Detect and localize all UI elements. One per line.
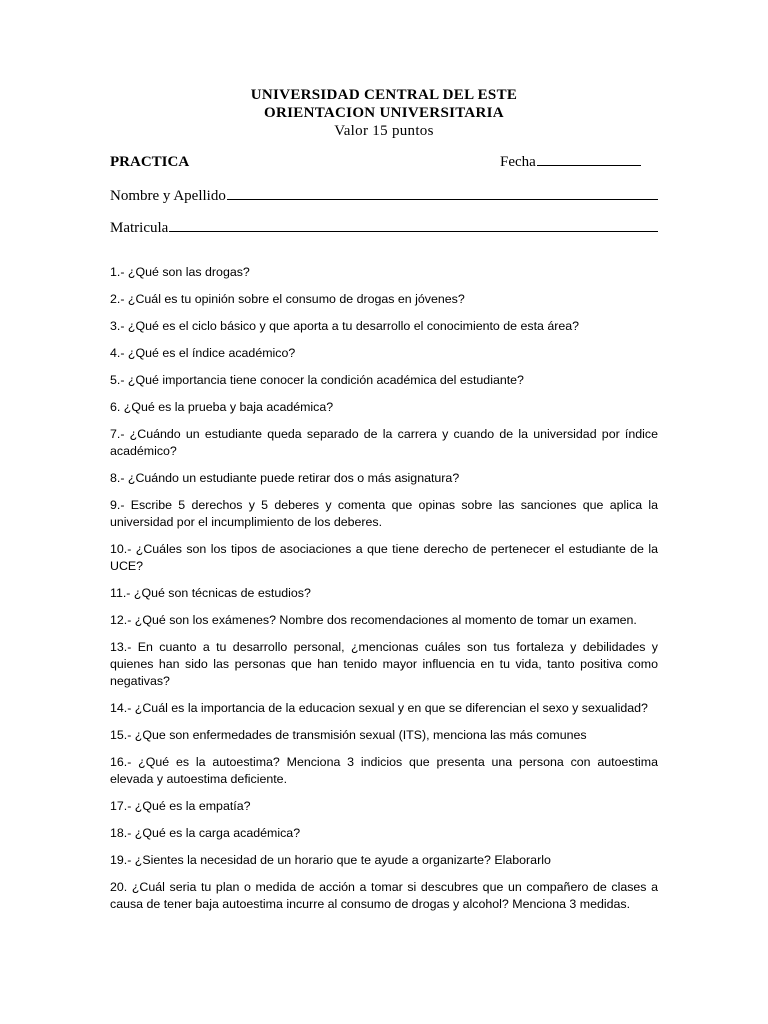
department-title: ORIENTACION UNIVERSITARIA bbox=[264, 105, 504, 121]
practica-label: PRACTICA bbox=[110, 154, 190, 170]
date-field bbox=[500, 154, 641, 171]
question-item: 13.- En cuanto a tu desarrollo personal, ¿mencionas cuáles son tus fortaleza y debilidades y quienes han sido las personas que han tenido mayor influencia en tu vida, tanto positiva como negativas? bbox=[110, 640, 658, 688]
name-field bbox=[110, 188, 658, 205]
question-item: 6. ¿Qué es la prueba y baja académica? bbox=[110, 400, 334, 414]
question-item: 8.- ¿Cuándo un estudiante puede retirar dos o más asignatura? bbox=[110, 471, 460, 485]
matricula-label: Matricula bbox=[110, 220, 169, 236]
question-item: 7.- ¿Cuándo un estudiante queda separado de la carrera y cuando de la universidad por índice académico? bbox=[110, 427, 658, 458]
question-item: 18.- ¿Qué es la carga académica? bbox=[110, 826, 301, 840]
university-title: UNIVERSIDAD CENTRAL DEL ESTE bbox=[250, 87, 518, 103]
points-value: Valor 15 puntos bbox=[334, 123, 434, 139]
document-header bbox=[0, 86, 768, 140]
date-label: Fecha bbox=[500, 154, 536, 170]
question-item: 19.- ¿Sientes la necesidad de un horario que te ayude a organizarte? Elaborarlo bbox=[110, 853, 551, 867]
question-item: 9.- Escribe 5 derechos y 5 deberes y comenta que opinas sobre las sanciones que aplica la universidad por el incumplimiento de los deberes. bbox=[110, 498, 658, 529]
question-item: 5.- ¿Qué importancia tiene conocer la condición académica del estudiante? bbox=[110, 373, 524, 387]
name-label: Nombre y Apellido bbox=[110, 188, 226, 204]
question-item: 3.- ¿Qué es el ciclo básico y que aporta a tu desarrollo el conocimiento de esta área? bbox=[110, 319, 580, 333]
question-item: 12.- ¿Qué son los exámenes? Nombre dos recomendaciones al momento de tomar un examen. bbox=[110, 613, 637, 627]
question-item: 11.- ¿Qué son técnicas de estudios? bbox=[110, 586, 311, 600]
question-item: 2.- ¿Cuál es tu opinión sobre el consumo de drogas en jóvenes? bbox=[110, 292, 465, 306]
question-item: 17.- ¿Qué es la empatía? bbox=[110, 799, 251, 813]
question-item: 15.- ¿Que son enfermedades de transmisión sexual (ITS), menciona las más comunes bbox=[110, 728, 587, 742]
name-blank-line bbox=[227, 198, 658, 200]
question-item: 20. ¿Cuál seria tu plan o medida de acción a tomar si descubres que un compañero de clases a causa de tener baja autoestima incurre al consumo de drogas y alcohol? Menciona 3 medidas. bbox=[110, 880, 658, 911]
question-list bbox=[110, 264, 658, 923]
matricula-field bbox=[110, 220, 658, 237]
date-blank-line bbox=[537, 164, 641, 166]
question-item: 4.- ¿Qué es el índice académico? bbox=[110, 346, 296, 360]
question-item: 10.- ¿Cuáles son los tipos de asociaciones a que tiene derecho de pertenecer el estudiante de la UCE? bbox=[110, 542, 658, 573]
question-item: 14.- ¿Cuál es la importancia de la educacion sexual y en que se diferencian el sexo y sexualidad? bbox=[110, 701, 648, 715]
question-item: 1.- ¿Qué son las drogas? bbox=[110, 265, 250, 279]
matricula-blank-line bbox=[169, 230, 658, 232]
question-item: 16.- ¿Qué es la autoestima? Menciona 3 indicios que presenta una persona con autoestima elevada y autoestima deficiente. bbox=[110, 755, 658, 786]
